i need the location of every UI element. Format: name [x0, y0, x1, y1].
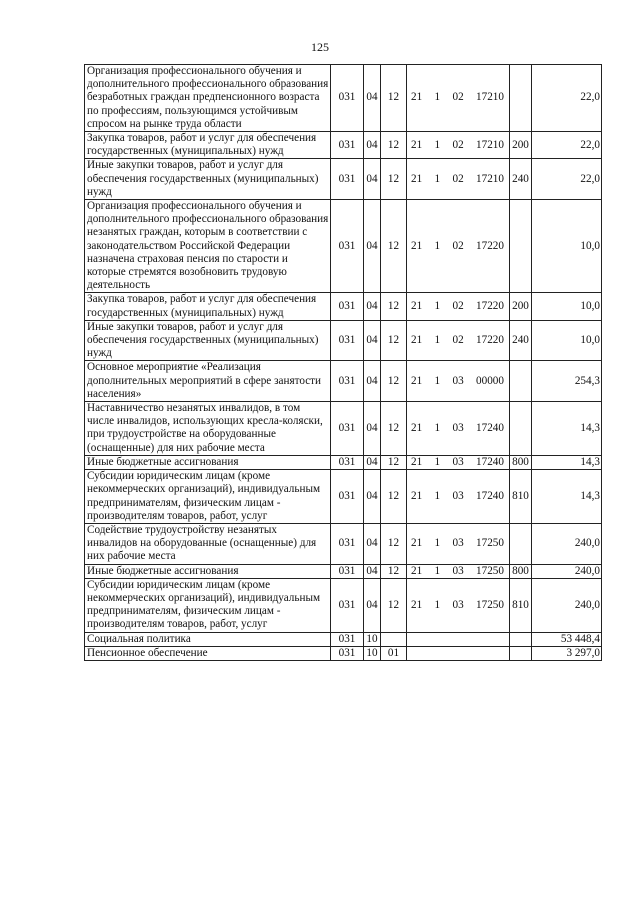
row-subsection: 12 — [381, 402, 407, 456]
target-article-part3: 03 — [452, 489, 464, 502]
row-section: 10 — [364, 646, 381, 660]
table-row — [85, 523, 602, 564]
row-sum: 22,0 — [532, 132, 602, 159]
row-subsection: 12 — [381, 293, 407, 320]
row-name: Субсидии юридическим лицам (кроме некоммерческих организаций), индивидуальным предпринимателям, физическим лицам - производителям товаров, работ, услуг — [85, 578, 331, 632]
row-name: Организация профессионального обучения и дополнительного профессионального образования незанятых граждан, которым в соответствии с законодательством Российской Федерации назначена страховая пенсия по старости и которые стремятся возобновить трудовую деятельность — [85, 200, 331, 293]
row-grbs: 031 — [331, 523, 364, 564]
target-article-part3: 02 — [452, 91, 464, 104]
target-article-part1: 21 — [411, 138, 423, 151]
target-article-code — [408, 490, 508, 503]
target-article-part4: 17240 — [476, 455, 504, 468]
target-article-part3: 03 — [452, 421, 464, 434]
row-section: 04 — [364, 65, 381, 132]
row-subsection: 12 — [381, 523, 407, 564]
row-grbs: 031 — [331, 132, 364, 159]
target-article-part3: 03 — [452, 564, 464, 577]
target-article-part1: 21 — [411, 421, 423, 434]
table-row — [85, 200, 602, 293]
row-section: 04 — [364, 470, 381, 524]
table-row — [85, 646, 602, 660]
target-article-part1: 21 — [411, 598, 423, 611]
target-article-part1: 21 — [411, 374, 423, 387]
row-target-article — [407, 523, 510, 564]
target-article-part4: 17210 — [476, 172, 504, 185]
row-section: 04 — [364, 402, 381, 456]
target-article-part2: 1 — [434, 374, 441, 387]
row-grbs: 031 — [331, 65, 364, 132]
table-row — [85, 361, 602, 402]
target-article-part2: 1 — [434, 300, 441, 313]
row-target-article — [407, 65, 510, 132]
target-article-code — [408, 422, 508, 435]
target-article-part1: 21 — [411, 537, 423, 550]
target-article-part1: 21 — [411, 300, 423, 313]
target-article-code — [408, 537, 508, 550]
target-article-part4: 17220 — [476, 239, 504, 252]
row-section: 04 — [364, 523, 381, 564]
target-article-code — [408, 173, 508, 186]
row-target-article — [407, 470, 510, 524]
row-grbs: 031 — [331, 646, 364, 660]
row-sum: 10,0 — [532, 320, 602, 361]
target-article-part4: 17250 — [476, 598, 504, 611]
target-article-part4: 17250 — [476, 537, 504, 550]
row-expense-type: 240 — [510, 320, 532, 361]
row-expense-type — [510, 361, 532, 402]
row-sum: 240,0 — [532, 523, 602, 564]
row-sum: 53 448,4 — [532, 632, 602, 646]
target-article-part1: 21 — [411, 489, 423, 502]
target-article-part1: 21 — [411, 334, 423, 347]
target-article-part4: 17210 — [476, 138, 504, 151]
target-article-part4: 17220 — [476, 334, 504, 347]
row-subsection: 12 — [381, 132, 407, 159]
row-section: 04 — [364, 159, 381, 200]
row-target-article — [407, 320, 510, 361]
table-row — [85, 65, 602, 132]
row-section: 04 — [364, 132, 381, 159]
target-article-part2: 1 — [434, 564, 441, 577]
target-article-part4: 17210 — [476, 91, 504, 104]
target-article-part3: 02 — [452, 334, 464, 347]
row-name: Закупка товаров, работ и услуг для обеспечения государственных (муниципальных) нужд — [85, 132, 331, 159]
target-article-part1: 21 — [411, 91, 423, 104]
row-target-article — [407, 293, 510, 320]
target-article-part3: 03 — [452, 374, 464, 387]
row-subsection: 12 — [381, 564, 407, 578]
table-row — [85, 320, 602, 361]
target-article-part4: 00000 — [476, 374, 504, 387]
row-subsection: 12 — [381, 200, 407, 293]
row-section: 04 — [364, 200, 381, 293]
row-grbs: 031 — [331, 578, 364, 632]
row-expense-type — [510, 523, 532, 564]
row-target-article — [407, 361, 510, 402]
row-subsection: 12 — [381, 578, 407, 632]
row-name: Пенсионное обеспечение — [85, 646, 331, 660]
row-target-article — [407, 200, 510, 293]
row-expense-type: 200 — [510, 293, 532, 320]
row-name: Субсидии юридическим лицам (кроме некоммерческих организаций), индивидуальным предпринимателям, физическим лицам - производителям товаров, работ, услуг — [85, 470, 331, 524]
row-sum: 254,3 — [532, 361, 602, 402]
target-article-code — [408, 599, 508, 612]
row-expense-type: 240 — [510, 159, 532, 200]
target-article-part4: 17220 — [476, 300, 504, 313]
target-article-part1: 21 — [411, 564, 423, 577]
row-sum: 14,3 — [532, 402, 602, 456]
row-expense-type — [510, 200, 532, 293]
target-article-part3: 02 — [452, 138, 464, 151]
row-sum: 22,0 — [532, 65, 602, 132]
row-sum: 240,0 — [532, 578, 602, 632]
budget-table-body — [85, 65, 602, 661]
table-row — [85, 578, 602, 632]
target-article-part2: 1 — [434, 537, 441, 550]
row-target-article — [407, 632, 510, 646]
row-expense-type: 200 — [510, 132, 532, 159]
row-target-article — [407, 564, 510, 578]
row-expense-type: 800 — [510, 564, 532, 578]
target-article-part3: 02 — [452, 300, 464, 313]
row-section: 04 — [364, 564, 381, 578]
row-sum: 10,0 — [532, 200, 602, 293]
target-article-part2: 1 — [434, 138, 441, 151]
target-article-part2: 1 — [434, 172, 441, 185]
row-name: Организация профессионального обучения и дополнительного профессионального образования безработных граждан предпенсионного возраста по профессиям, пользующимся устойчивым спросом на рынке труда области — [85, 65, 331, 132]
target-article-part1: 21 — [411, 239, 423, 252]
table-row — [85, 632, 602, 646]
target-article-part3: 02 — [452, 172, 464, 185]
table-row — [85, 564, 602, 578]
row-section: 04 — [364, 455, 381, 469]
target-article-part3: 02 — [452, 239, 464, 252]
row-grbs: 031 — [331, 402, 364, 456]
row-grbs: 031 — [331, 564, 364, 578]
table-row — [85, 132, 602, 159]
row-sum: 22,0 — [532, 159, 602, 200]
row-grbs: 031 — [331, 159, 364, 200]
row-expense-type: 810 — [510, 470, 532, 524]
target-article-part2: 1 — [434, 239, 441, 252]
row-target-article — [407, 159, 510, 200]
target-article-part4: 17240 — [476, 421, 504, 434]
row-name: Иные бюджетные ассигнования — [85, 564, 331, 578]
row-subsection: 12 — [381, 159, 407, 200]
target-article-part1: 21 — [411, 172, 423, 185]
target-article-part2: 1 — [434, 421, 441, 434]
row-grbs: 031 — [331, 320, 364, 361]
table-row — [85, 293, 602, 320]
target-article-code — [408, 300, 508, 313]
target-article-code — [408, 375, 508, 388]
row-expense-type: 800 — [510, 455, 532, 469]
row-grbs: 031 — [331, 455, 364, 469]
row-section: 04 — [364, 578, 381, 632]
target-article-part2: 1 — [434, 489, 441, 502]
target-article-part2: 1 — [434, 334, 441, 347]
table-row — [85, 402, 602, 456]
row-target-article — [407, 646, 510, 660]
row-name: Иные бюджетные ассигнования — [85, 455, 331, 469]
target-article-part2: 1 — [434, 455, 441, 468]
row-subsection — [381, 632, 407, 646]
target-article-code — [408, 91, 508, 104]
target-article-part2: 1 — [434, 598, 441, 611]
table-row — [85, 455, 602, 469]
row-sum: 10,0 — [532, 293, 602, 320]
target-article-code — [408, 565, 508, 578]
row-section: 04 — [364, 320, 381, 361]
page-number: 125 — [311, 40, 329, 54]
row-grbs: 031 — [331, 293, 364, 320]
row-sum: 3 297,0 — [532, 646, 602, 660]
target-article-part3: 03 — [452, 537, 464, 550]
row-subsection: 12 — [381, 470, 407, 524]
table-row — [85, 159, 602, 200]
target-article-code — [408, 240, 508, 253]
row-subsection: 12 — [381, 65, 407, 132]
row-name: Социальная политика — [85, 632, 331, 646]
row-name: Основное мероприятие «Реализация дополнительных мероприятий в сфере занятости населения» — [85, 361, 331, 402]
row-subsection: 12 — [381, 320, 407, 361]
row-grbs: 031 — [331, 632, 364, 646]
row-name: Закупка товаров, работ и услуг для обеспечения государственных (муниципальных) нужд — [85, 293, 331, 320]
target-article-part3: 03 — [452, 598, 464, 611]
row-section: 04 — [364, 293, 381, 320]
row-subsection: 12 — [381, 361, 407, 402]
target-article-code — [408, 334, 508, 347]
target-article-part4: 17240 — [476, 489, 504, 502]
row-section: 10 — [364, 632, 381, 646]
row-expense-type: 810 — [510, 578, 532, 632]
row-subsection: 12 — [381, 455, 407, 469]
row-section: 04 — [364, 361, 381, 402]
target-article-code — [408, 456, 508, 469]
row-expense-type — [510, 646, 532, 660]
row-grbs: 031 — [331, 470, 364, 524]
row-expense-type — [510, 632, 532, 646]
target-article-part2: 1 — [434, 91, 441, 104]
row-expense-type — [510, 402, 532, 456]
row-sum: 240,0 — [532, 564, 602, 578]
row-name: Иные закупки товаров, работ и услуг для обеспечения государственных (муниципальных) нужд — [85, 159, 331, 200]
row-target-article — [407, 402, 510, 456]
target-article-part4: 17250 — [476, 564, 504, 577]
target-article-part1: 21 — [411, 455, 423, 468]
target-article-part3: 03 — [452, 455, 464, 468]
budget-table — [84, 64, 602, 661]
row-grbs: 031 — [331, 361, 364, 402]
row-name: Иные закупки товаров, работ и услуг для обеспечения государственных (муниципальных) нужд — [85, 320, 331, 361]
row-sum: 14,3 — [532, 470, 602, 524]
row-name: Содействие трудоустройству незанятых инвалидов на оборудованные (оснащенные) для них рабочие места — [85, 523, 331, 564]
row-sum: 14,3 — [532, 455, 602, 469]
row-subsection: 01 — [381, 646, 407, 660]
row-expense-type — [510, 65, 532, 132]
row-name: Наставничество незанятых инвалидов, в том числе инвалидов, использующих кресла-коляски, при трудоустройстве на оборудованные (оснащенные) для них рабочие места — [85, 402, 331, 456]
target-article-code — [408, 139, 508, 152]
row-target-article — [407, 578, 510, 632]
row-target-article — [407, 455, 510, 469]
table-row — [85, 470, 602, 524]
row-grbs: 031 — [331, 200, 364, 293]
row-target-article — [407, 132, 510, 159]
